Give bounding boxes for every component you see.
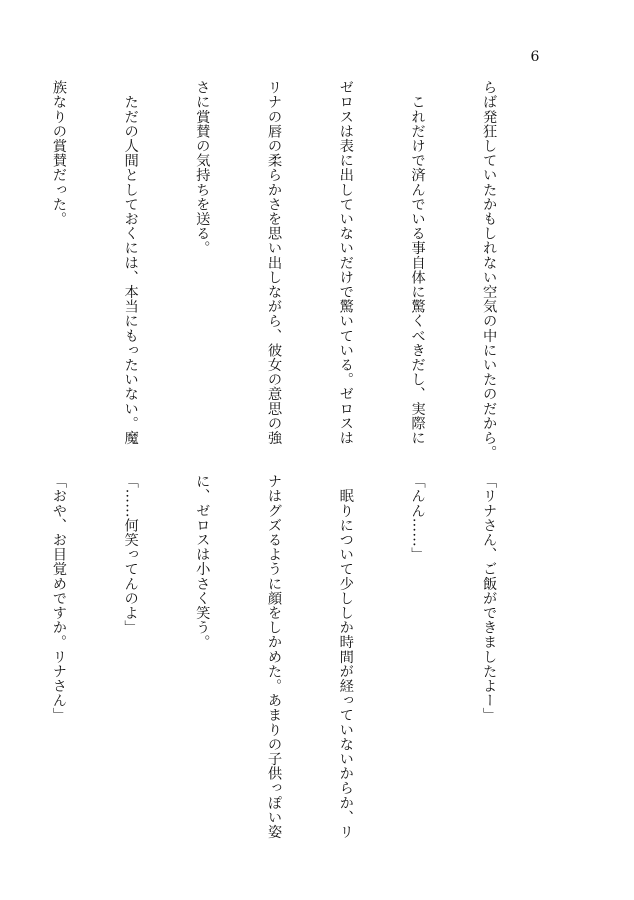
text-line: に、ゼロスは小さく笑う。 (194, 474, 211, 650)
text-line: ナはグズるように顔をしかめた。あまりの子供っぽい姿 (266, 474, 283, 839)
text-line: ただの人間としておくには、本当にもったいない。魔 (122, 80, 139, 445)
text-line: これだけで済んでいる事自体に驚くべきだし、実際に (409, 80, 426, 445)
text-line: 族なりの賞賛だった。 (50, 80, 67, 226)
text-line: 眠りについて少ししか時間が経っていないからか、リ (337, 474, 354, 839)
text-line: 「おや、お目覚めですか。リナさん」 (50, 474, 67, 723)
text-line: 「……何笑ってんのよ」 (122, 474, 139, 635)
upper-text-block (50, 80, 548, 460)
text-line: 「んん……」 (409, 474, 426, 562)
page-number: 6 (530, 49, 540, 65)
text-line: 「リナさん、ご飯ができましたよー」 (481, 474, 498, 723)
lower-text-block (50, 474, 548, 844)
text-line: さに賞賛の気持ちを送る。 (194, 80, 211, 256)
text-line: らば発狂していたかもしれない空気の中にいたのだから。 (481, 80, 498, 460)
text-line: リナの唇の柔らかさを思い出しながら、彼女の意思の強 (266, 80, 283, 445)
text-line: ゼロスは表に出していないだけで驚いている。ゼロスは (337, 80, 354, 445)
